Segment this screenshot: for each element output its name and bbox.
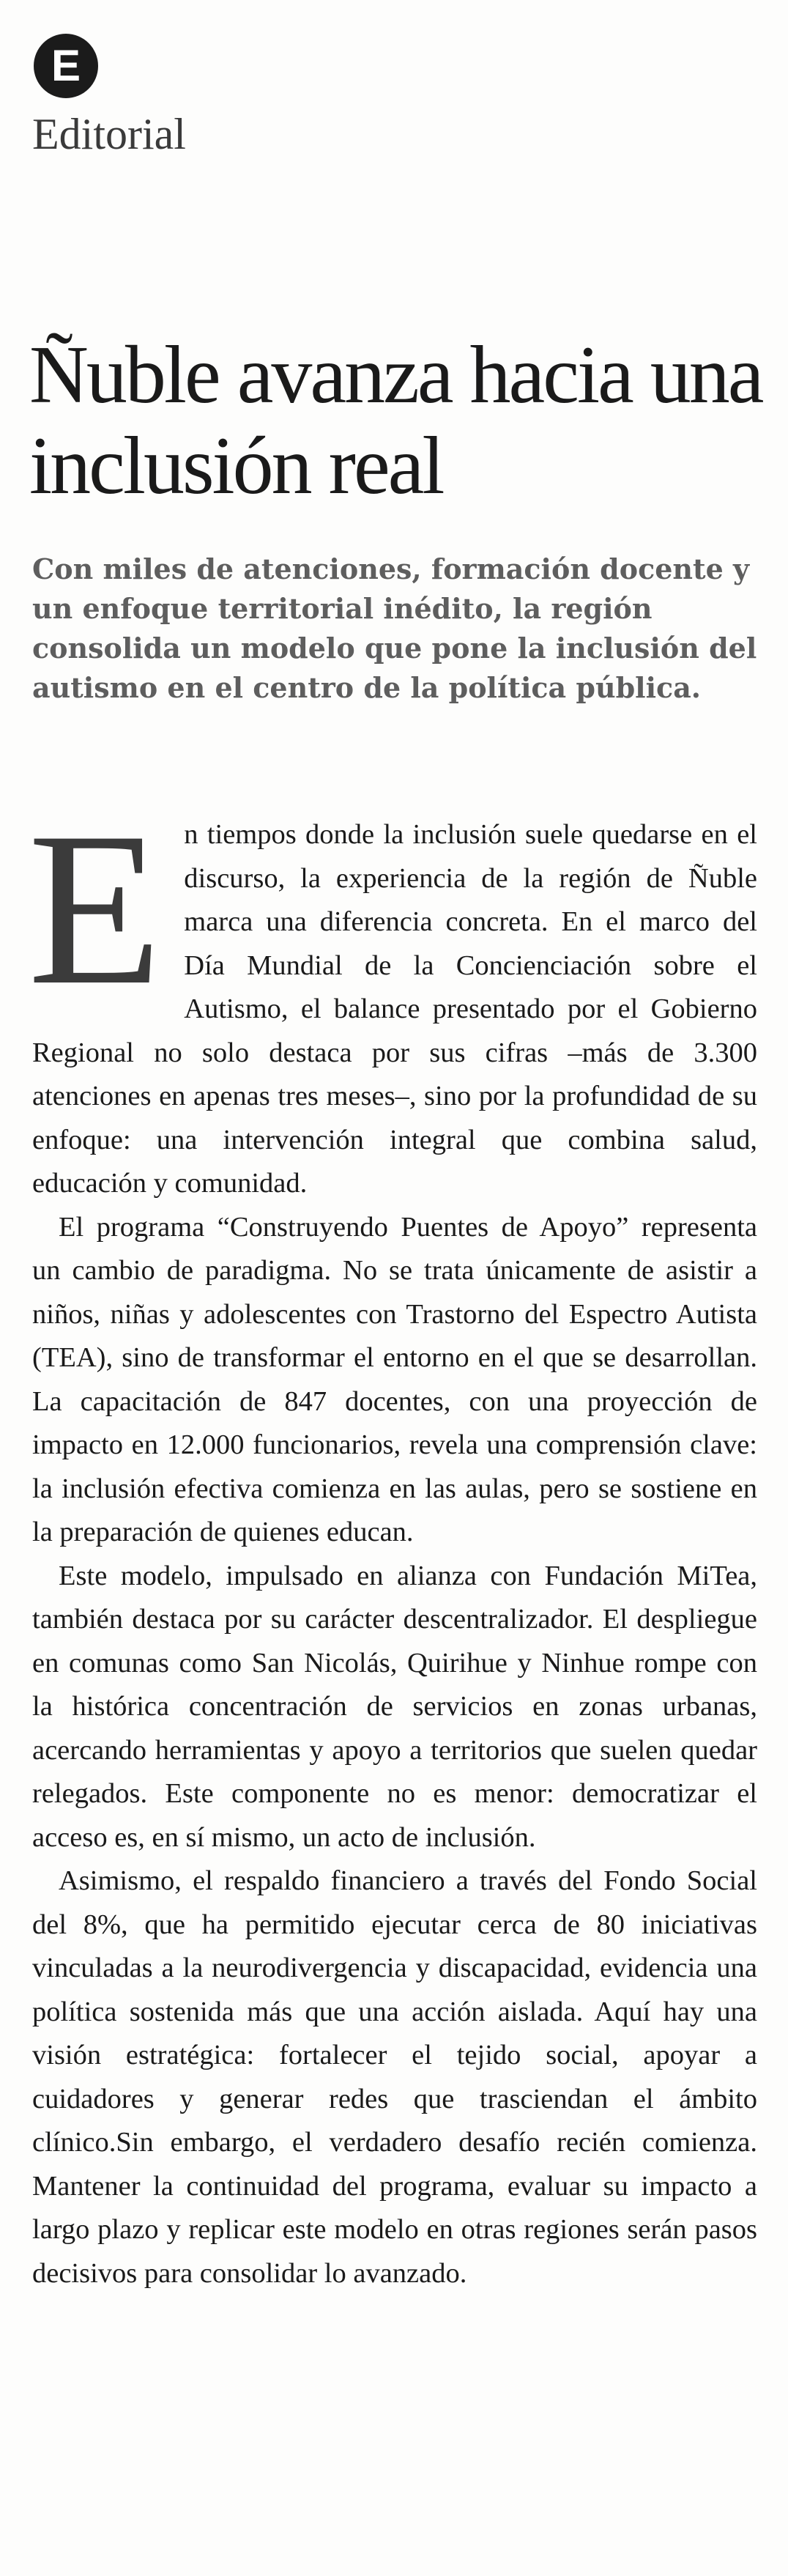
section-label: Editorial bbox=[32, 110, 186, 158]
paragraph-4: Asimismo, el respaldo financiero a través del Fondo Social del 8%, que ha permitido ejecutar cerca de 80 iniciativas vinculadas a la neurodivergencia y discapacidad, evidencia una política sostenida más que una acción aislada. Aquí hay una visión estratégica: fortalecer el tejido social, apoyar a cuidadores y generar redes que trasciendan el ámbito clínico.Sin embargo, el verdadero desafío recién comienza. Mantener la continuidad del programa, evaluar su impacto a largo plazo y replicar este modelo en otras regiones serán pasos decisivos para consolidar lo avanzado. bbox=[32, 1865, 757, 2289]
article-body bbox=[28, 787, 757, 2295]
paragraph-3: Este modelo, impulsado en alianza con Fundación MiTea, también destaca por su carácter descentralizador. El despliegue en comunas como San Nicolás, Quirihue y Ninhue rompe con la histórica concentración de servicios en zonas urbanas, acercando herramientas y apoyo a territorios que suelen quedar relegados. Este componente no es menor: democratizar el acceso es, en sí mismo, un acto de inclusión. bbox=[32, 1560, 757, 1853]
deck: Con miles de atenciones, formación docente y un enfoque territorial inédito, la región consolida un modelo que pone la inclusión del autismo en el centro de la política pública. bbox=[32, 552, 757, 704]
dropcap: E bbox=[28, 787, 163, 1030]
editorial-badge-icon: E bbox=[34, 34, 98, 98]
headline: Ñuble avanza hacia una inclusión real bbox=[29, 330, 762, 511]
paragraph-1 bbox=[28, 787, 757, 1206]
paragraph-1-text: n tiempos donde la inclusión suele quedarse en el discurso, la experiencia de la región de Ñuble marca una diferencia concreta. En el marco del Día Mundial de la Concienciación sobre el Autismo, el balance presentado por el Gobierno Regional no solo destaca por sus cifras –más de 3.300 atenciones en apenas tres meses–, sino por la profundidad de su enfoque: una intervención integral que combina salud, educación y comunidad. bbox=[32, 819, 757, 1199]
paragraph-2: El programa “Construyendo Puentes de Apoyo” representa un cambio de paradigma. No se trata únicamente de asistir a niños, niñas y adolescentes con Trastorno del Espectro Autista (TEA), sino de transformar el entorno en el que se desarrollan. La capacitación de 847 docentes, con una proyección de impacto en 12.000 funcionarios, revela una comprensión clave: la inclusión efectiva comienza en las aulas, pero se sostiene en la preparación de quienes educan. bbox=[32, 1211, 757, 1547]
